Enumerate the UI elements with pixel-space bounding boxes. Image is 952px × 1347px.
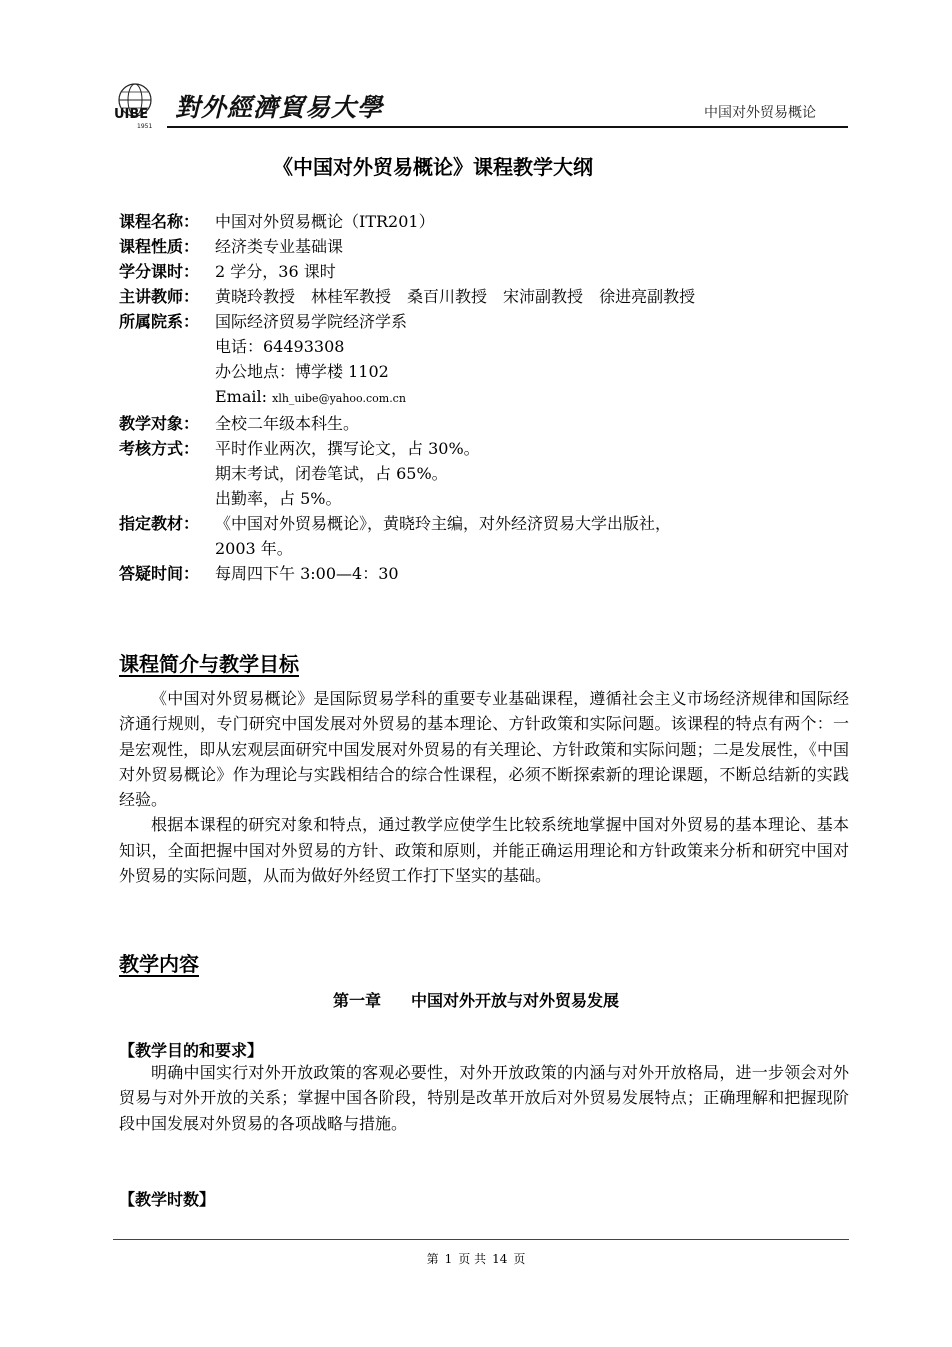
teacher-name: 宋沛副教授	[503, 287, 584, 306]
textbook-line: 《中国对外贸易概论》，黄晓玲主编，对外经济贸易大学出版社，	[215, 514, 672, 533]
credits-value: 2 学分，36 课时	[215, 262, 336, 281]
credits-row	[119, 259, 711, 284]
logo-text: UIBE	[114, 107, 149, 122]
intro-paragraph-1: 《中国对外贸易概论》是国际贸易学科的重要专业基础课程，遵循社会主义市场经济规律和国际经济通行规则，专门研究中国发展对外贸易的基本理论、方针政策和实际问题。该课程的特点有两个：一是宏观性，即从宏观层面研究中国发展对外贸易的有关理论、方针政策和实际问题；二是发展性，《中国对外贸易概论》作为理论与实践相结合的综合性课程，必须不断探索新的理论课题，不断总结新的实践经验。	[119, 689, 849, 810]
course-type-row	[119, 234, 711, 259]
teachers-row	[119, 284, 711, 309]
footer-rule	[113, 1239, 849, 1240]
audience-row	[119, 411, 711, 436]
audience-value: 全校二年级本科生。	[215, 414, 360, 433]
credits-label: 学分课时：	[119, 262, 200, 281]
hours-heading: 【教学时数】	[119, 1190, 216, 1209]
course-info	[119, 209, 711, 586]
objectives-text-block	[119, 1060, 849, 1136]
logo-year: 1951	[137, 123, 153, 130]
objectives-text: 明确中国实行对外开放政策的客观必要性，对外开放政策的内涵与对外开放格局，进一步领会对外贸易与对外开放的关系；掌握中国各阶段，特别是改革开放后对外贸易发展特点；正确理解和把握现阶段中国发展对外贸易的各项战略与措施。	[119, 1063, 849, 1133]
page-prefix: 第	[426, 1252, 439, 1266]
teacher-name: 黄晓玲教授	[215, 287, 296, 306]
teachers-label: 主讲教师：	[119, 287, 200, 306]
department-value: 国际经济贸易学院经济学系	[215, 312, 408, 331]
header-rule	[167, 126, 848, 128]
course-type-label: 课程性质：	[119, 237, 200, 256]
page-mid: 页 共	[458, 1252, 487, 1266]
assessment-line: 期末考试，闭卷笔试，占 65%。	[215, 464, 448, 483]
textbook-label: 指定教材：	[119, 514, 200, 533]
intro-paragraph-2: 根据本课程的研究对象和特点，通过教学应使学生比较系统地掌握中国对外贸易的基本理论、基本知识，全面把握中国对外贸易的方针、政策和原则，并能正确运用理论和方针政策来分析和研究中国对外贸易的实际问题，从而为做好外经贸工作打下坚实的基础。	[119, 815, 849, 886]
chapter-heading	[0, 988, 952, 1011]
textbook-line: 2003 年。	[215, 539, 293, 558]
office-hours-row	[119, 561, 711, 586]
objectives-heading: 【教学目的和要求】	[119, 1041, 264, 1060]
assessment-line: 出勤率，占 5%。	[215, 489, 342, 508]
course-name-label: 课程名称：	[119, 212, 200, 231]
university-logo	[113, 80, 171, 130]
content-heading: 教学内容	[119, 952, 199, 976]
assessment-line: 平时作业两次，撰写论文，占 30%。	[215, 439, 480, 458]
course-type-value: 经济类专业基础课	[215, 237, 344, 256]
page-number: 1	[444, 1252, 453, 1266]
intro-text	[119, 686, 849, 888]
page-header	[113, 80, 848, 130]
course-name-row	[119, 209, 711, 234]
page-footer	[0, 1250, 952, 1267]
office-hours-value: 每周四下午 3:00—4：30	[215, 564, 399, 583]
email-address: xlh_uibe@yahoo.com.cn	[272, 392, 406, 405]
header-doc-label: 中国对外贸易概论	[704, 105, 816, 121]
chapter-title: 中国对外开放与对外贸易发展	[411, 991, 620, 1010]
department-row	[119, 309, 711, 334]
department-phone: 电话：64493308	[215, 337, 345, 356]
office-hours-label: 答疑时间：	[119, 564, 200, 583]
teacher-name: 林桂军教授	[311, 287, 392, 306]
department-office: 办公地点：博学楼 1102	[215, 362, 389, 381]
audience-label: 教学对象：	[119, 414, 200, 433]
email-label: Email:	[215, 387, 268, 406]
course-name-value: 中国对外贸易概论（ITR201）	[215, 212, 435, 231]
teacher-name: 徐进亮副教授	[599, 287, 696, 306]
page-total: 14	[492, 1252, 508, 1266]
chapter-number: 第一章	[332, 991, 381, 1010]
textbook-row	[119, 511, 711, 536]
document-title: 《中国对外贸易概论》课程教学大纲	[273, 155, 593, 179]
intro-heading: 课程简介与教学目标	[119, 652, 299, 676]
department-email-line	[119, 384, 711, 411]
page-suffix: 页	[513, 1252, 526, 1266]
assessment-row	[119, 436, 711, 461]
university-name: 對外經濟貿易大學	[175, 93, 384, 122]
department-label: 所属院系：	[119, 312, 200, 331]
assessment-label: 考核方式：	[119, 439, 200, 458]
teacher-name: 桑百川教授	[407, 287, 488, 306]
